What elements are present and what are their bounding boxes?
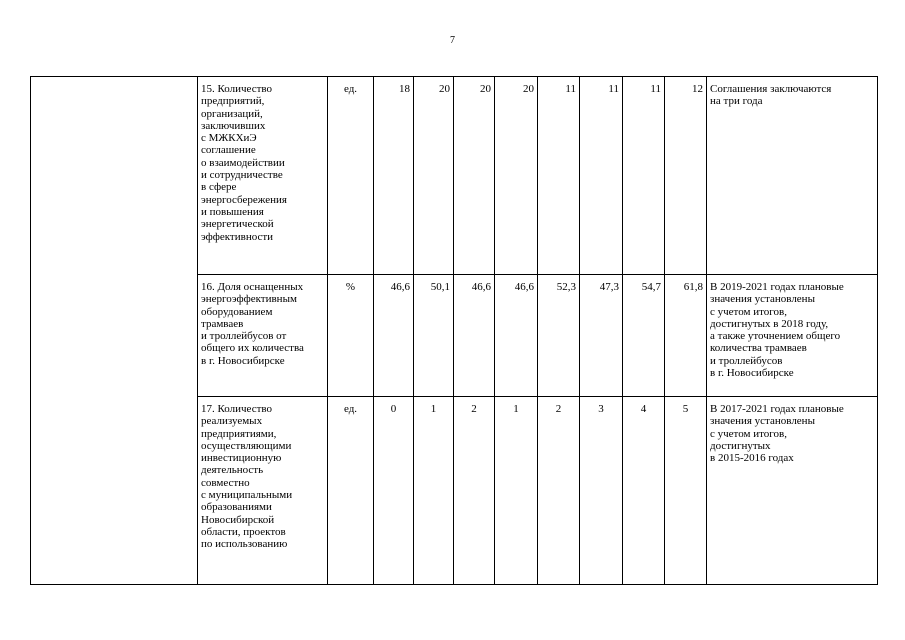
value-cell: 11 xyxy=(623,77,665,275)
value-cell: 61,8 xyxy=(665,275,707,397)
note-cell: Соглашения заключаются на три года xyxy=(707,77,878,275)
unit-cell: ед. xyxy=(328,77,374,275)
value-cell: 20 xyxy=(495,77,538,275)
value-cell: 46,6 xyxy=(495,275,538,397)
value-cell: 46,6 xyxy=(454,275,495,397)
value-cell: 20 xyxy=(454,77,495,275)
value-cell: 11 xyxy=(580,77,623,275)
value-cell: 1 xyxy=(495,397,538,585)
indicator-name-cell: 16. Доля оснащенных энергоэффективным оборудованием трамваев и троллейбусов от общего их количества в г. Новосибирске xyxy=(198,275,328,397)
page-number: 7 xyxy=(450,35,455,46)
value-cell: 1 xyxy=(414,397,454,585)
note-cell: В 2017-2021 годах плановые значения установлены с учетом итогов, достигнутых в 2015-2016 годах xyxy=(707,397,878,585)
value-cell: 2 xyxy=(538,397,580,585)
value-cell: 18 xyxy=(374,77,414,275)
value-cell: 52,3 xyxy=(538,275,580,397)
value-cell: 12 xyxy=(665,77,707,275)
unit-cell: ед. xyxy=(328,397,374,585)
value-cell: 47,3 xyxy=(580,275,623,397)
value-cell: 11 xyxy=(538,77,580,275)
unit-cell: % xyxy=(328,275,374,397)
value-cell: 3 xyxy=(580,397,623,585)
indicators-table xyxy=(30,76,878,585)
value-cell: 54,7 xyxy=(623,275,665,397)
value-cell: 20 xyxy=(414,77,454,275)
indicator-name-cell: 17. Количество реализуемых предприятиями, осуществляющими инвестиционную деятельность совместно с муниципальными образованиями Новосибирской области, проектов по использованию xyxy=(198,397,328,585)
empty-merged-cell xyxy=(31,77,198,585)
value-cell: 5 xyxy=(665,397,707,585)
note-cell: В 2019-2021 годах плановые значения установлены с учетом итогов, достигнутых в 2018 году, а также уточнением общего количества трамваев и троллейбусов в г. Новосибирске xyxy=(707,275,878,397)
value-cell: 2 xyxy=(454,397,495,585)
value-cell: 50,1 xyxy=(414,275,454,397)
value-cell: 4 xyxy=(623,397,665,585)
table-row xyxy=(31,77,878,275)
value-cell: 0 xyxy=(374,397,414,585)
indicator-name-cell: 15. Количество предприятий, организаций, заключивших с МЖКХиЭ соглашение о взаимодействии и сотрудничестве в сфере энергосбережения и повышения энергетической эффективности xyxy=(198,77,328,275)
value-cell: 46,6 xyxy=(374,275,414,397)
